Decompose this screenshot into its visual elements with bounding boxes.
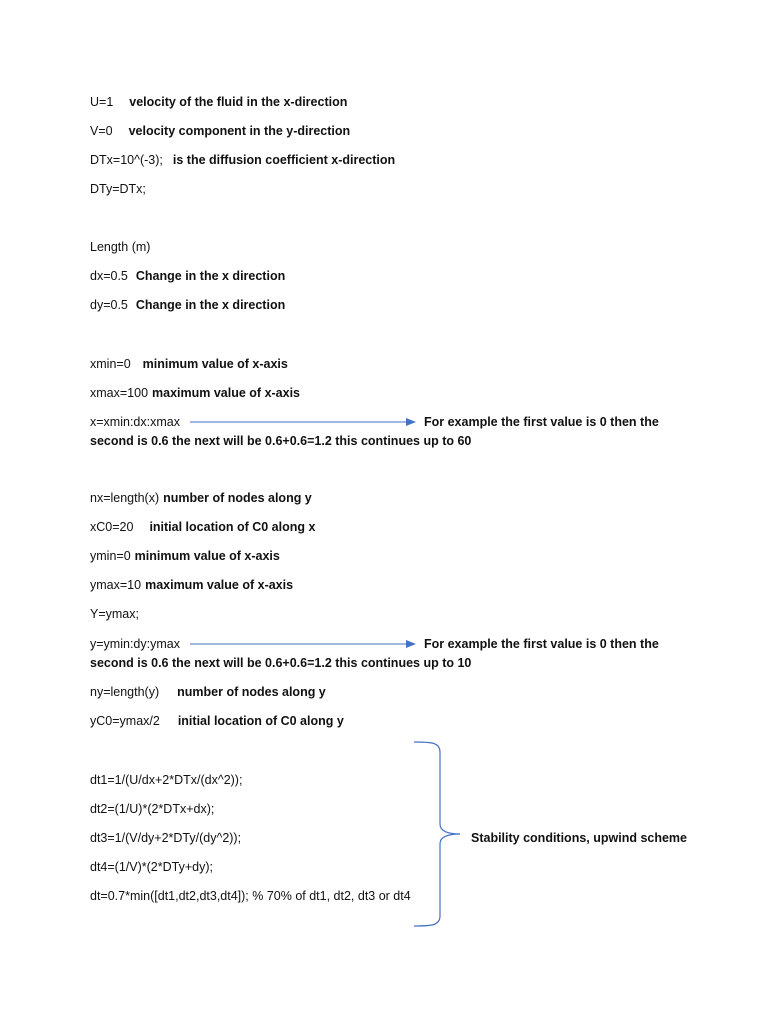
param-u-desc: velocity of the fluid in the x-direction <box>129 95 348 109</box>
x-range-note-line1 <box>424 414 659 430</box>
ymin-line <box>90 548 280 564</box>
x-range-code: x=xmin:dx:xmax <box>90 415 180 429</box>
dx-desc: Change in the x direction <box>135 269 286 283</box>
dt2-line: dt2=(1/U)*(2*DTx+dx); <box>90 802 215 816</box>
param-dty-line <box>90 181 146 197</box>
nx-desc: number of nodes along y <box>163 491 312 505</box>
ymin-desc: minimum value of x-axis <box>134 549 280 563</box>
stability-label: Stability conditions, upwind scheme <box>471 831 687 845</box>
param-dtx-line <box>90 152 395 168</box>
dt3-line: dt3=1/(V/dy+2*DTy/(dy^2)); <box>90 831 242 845</box>
x-range-note-line2 <box>90 433 471 449</box>
y-range-note-text2: second is 0.6 the next will be 0.6+0.6=1.2 this continues up to 10 <box>90 656 472 670</box>
yc0-line <box>90 713 344 729</box>
param-dtx-code: DTx=10^(-3); <box>90 153 163 167</box>
stability-label-line <box>471 830 687 846</box>
xmin-line <box>90 356 288 372</box>
y-range-code: y=ymin:dy:ymax <box>90 637 180 651</box>
dy-desc: Change in the x direction <box>135 298 286 312</box>
param-v-desc: velocity component in the y-direction <box>128 124 351 138</box>
x-range-note-text2: second is 0.6 the next will be 0.6+0.6=1.2 this continues up to 60 <box>90 434 472 448</box>
xmax-code: xmax=100 <box>90 386 149 400</box>
dt4-line: dt4=(1/V)*(2*DTy+dy); <box>90 860 213 874</box>
param-u-code: U=1 <box>90 95 114 109</box>
dx-code: dx=0.5 <box>90 269 128 283</box>
ymin-code: ymin=0 <box>90 549 131 563</box>
xmin-desc: minimum value of x-axis <box>142 357 288 371</box>
ny-desc: number of nodes along y <box>177 685 326 699</box>
param-v-code: V=0 <box>90 124 113 138</box>
ymax-line <box>90 577 293 593</box>
xmax-desc: maximum value of x-axis <box>152 386 301 400</box>
xmax-line <box>90 385 300 401</box>
xc0-desc: initial location of C0 along x <box>149 520 316 534</box>
xmin-code: xmin=0 <box>90 357 131 371</box>
y-range-arrow <box>188 638 418 650</box>
length-heading: Length (m) <box>90 240 151 254</box>
yc0-code: yC0=ymax/2 <box>90 714 160 728</box>
dt1-line: dt1=1/(U/dx+2*DTx/(dx^2)); <box>90 773 243 787</box>
param-v-line <box>90 123 350 139</box>
dt-line: dt=0.7*min([dt1,dt2,dt3,dt4]); % 70% of dt1, dt2, dt3 or dt4 <box>90 889 411 903</box>
param-dty-code: DTy=DTx; <box>90 182 146 196</box>
nx-line <box>90 490 312 506</box>
ymax-code: ymax=10 <box>90 578 142 592</box>
ny-line <box>90 684 326 700</box>
stability-brace <box>412 738 472 930</box>
y-range-note-line2 <box>90 655 471 671</box>
xc0-code: xC0=20 <box>90 520 134 534</box>
nx-code: nx=length(x) <box>90 491 160 505</box>
yc0-desc: initial location of C0 along y <box>177 714 344 728</box>
param-u-line <box>90 94 347 110</box>
x-range-note-text1: For example the first value is 0 then the <box>424 415 659 429</box>
ny-code: ny=length(y) <box>90 685 160 699</box>
x-range-arrow <box>188 416 418 428</box>
y-range-note-line1 <box>424 636 659 652</box>
ymax-desc: maximum value of x-axis <box>145 578 294 592</box>
param-dtx-desc: is the diffusion coefficient x-direction <box>172 153 396 167</box>
dx-line <box>90 268 285 284</box>
Y-line: Y=ymax; <box>90 607 139 621</box>
dy-line <box>90 297 285 313</box>
dy-code: dy=0.5 <box>90 298 128 312</box>
y-range-note-text1: For example the first value is 0 then the <box>424 637 659 651</box>
xc0-line <box>90 519 315 535</box>
